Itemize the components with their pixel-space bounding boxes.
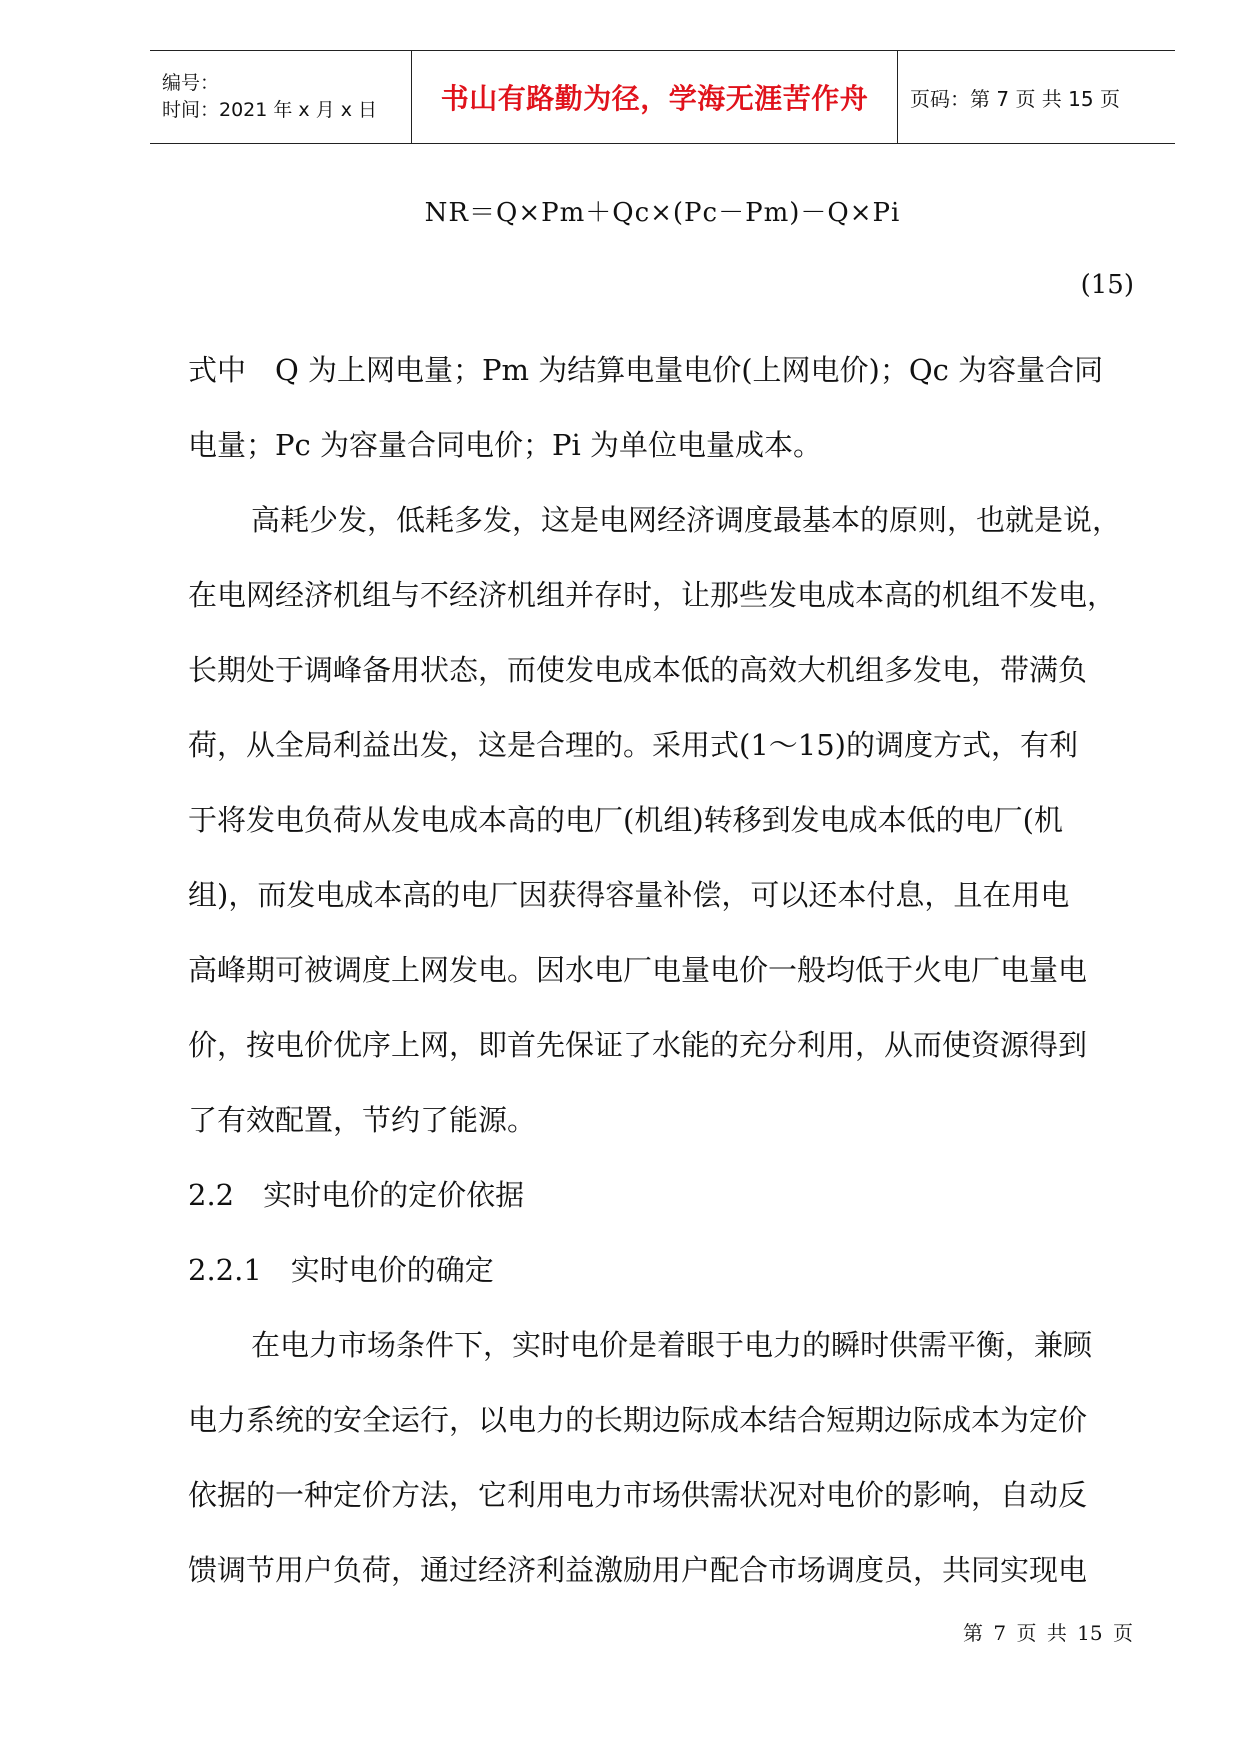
page-header [150, 50, 1175, 144]
body-line: 式中 Q 为上网电量；Pm 为结算电量电价(上网电价)；Qc 为容量合同 [188, 353, 1104, 387]
body-line: 于将发电负荷从发电成本高的电厂(机组)转移到发电成本低的电厂(机 [188, 803, 1063, 837]
equation-number: (15) [1080, 270, 1134, 300]
body-line: 价，按电价优序上网，即首先保证了水能的充分利用，从而使资源得到 [188, 1028, 1088, 1062]
body-line: 组)，而发电成本高的电厂因获得容量补偿，可以还本付息，且在用电 [188, 878, 1070, 912]
body-line: 电力系统的安全运行，以电力的长期边际成本结合短期边际成本为定价 [188, 1403, 1088, 1437]
page-info-text: 页码：第 7 页 共 15 页 [910, 86, 1120, 111]
body-line: 馈调节用户负荷，通过经济利益激励用户配合市场调度员，共同实现电 [188, 1553, 1088, 1587]
formula: NR＝Q×Pm＋Qc×(Pc－Pm)－Q×Pi [424, 198, 901, 228]
subsection-heading: 2.2.1 实时电价的确定 [188, 1253, 494, 1287]
body-line: 了有效配置，节约了能源。 [188, 1103, 537, 1137]
document-date: 时间：2021 年 x 月 x 日 [162, 99, 378, 121]
body-line: 高峰期可被调度上网发电。因水电厂电量电价一般均低于火电厂电量电 [188, 953, 1088, 987]
page-footer: 第 7 页 共 15 页 [963, 1621, 1133, 1645]
body-line: 在电网经济机组与不经济机组并存时，让那些发电成本高的机组不发电， [188, 578, 1117, 612]
header-page-info [898, 51, 1175, 143]
body-line: 电量；Pc 为容量合同电价；Pi 为单位电量成本。 [188, 428, 822, 462]
paragraph-start-line: 在电力市场条件下，实时电价是着眼于电力的瞬时供需平衡，兼顾 [251, 1328, 1093, 1362]
header-meta [150, 51, 412, 143]
paragraph-start-line: 高耗少发，低耗多发，这是电网经济调度最基本的原则，也就是说， [251, 503, 1122, 537]
body-line: 荷，从全局利益出发，这是合理的。采用式(1～15)的调度方式，有利 [188, 728, 1078, 762]
body-line: 依据的一种定价方法，它利用电力市场供需状况对电价的影响，自动反 [188, 1478, 1088, 1512]
body-line: 长期处于调峰备用状态，而使发电成本低的高效大机组多发电，带满负 [188, 653, 1088, 687]
document-number-label: 编号： [162, 72, 220, 94]
section-heading: 2.2 实时电价的定价依据 [188, 1178, 525, 1212]
motto-text: 书山有路勤为径，学海无涯苦作舟 [440, 82, 869, 115]
header-motto [412, 51, 898, 143]
